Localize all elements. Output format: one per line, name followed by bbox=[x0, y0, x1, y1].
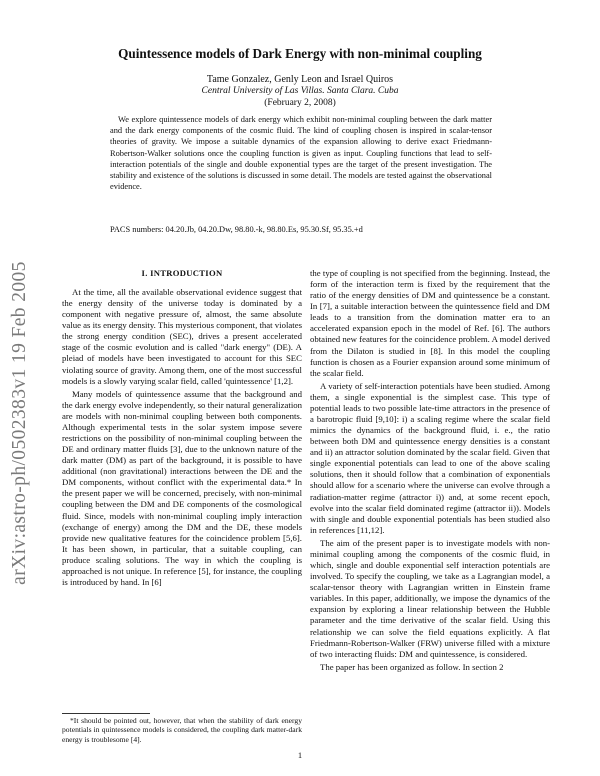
section-heading-introduction: I. INTRODUCTION bbox=[141, 268, 223, 278]
left-column bbox=[62, 287, 302, 590]
author-list: Tame Gonzalez, Genly Leon and Israel Quiros bbox=[206, 74, 394, 85]
paper-date: (February 2, 2008) bbox=[264, 98, 336, 108]
paragraph: The paper has been organized as follow. In section 2 bbox=[320, 661, 504, 672]
paragraph: A variety of self-interaction potentials have been studied. Among them, a single exponential is the simplest case. This type of potential leads to two possible late-time attractors in the presence of a barotropic fluid [9,10]: i) a scaling regime where the scalar field mimics the dynamics of the background fluid, i. e., the ratio between both DM and quintessence energy densities is a constant and ii) an attractor solution dominated by the scalar field. Given that single exponential potentials can lead to one of the above scaling solutions, then it should follow that a combination of exponentials should allow for a scenario where the universe can evolve through a radiation-matter regime (attractor i)) and, at some recent epoch, evolve into the scalar field dominated regime (attractor ii)). Models with single and double exponential potentials has been studied also in references [11,12]. bbox=[310, 380, 550, 535]
paper-title: Quintessence models of Dark Energy with non-minimal coupling bbox=[118, 46, 482, 61]
footnote: *It should be pointed out, however, that when the stability of dark energy potentials in quintessence models is considered, the coupling dark matter-dark energy is troublesome [4]. bbox=[62, 716, 302, 744]
footnote-rule bbox=[62, 713, 150, 714]
arxiv-stamp bbox=[2, 228, 38, 618]
arxiv-stamp-text: arXiv:astro-ph/0502383v1 19 Feb 2005 bbox=[9, 261, 31, 585]
paragraph: the type of coupling is not specified from the beginning. Instead, the form of the interaction term is fixed by the requirement that the ratio of the energy densities of DM and quintessence be a constant. In [7], a suitable interaction between the quintessence field and DM leads to a transition from the domination matter era to an accelerated expansion epoch in the model of Ref. [6]. The authors obtained new features for the coincidence problem. A model derived from the Dilaton is studied in [8]. In this model the coupling function is chosen as a Fourier expansion around some minimum of the scalar field. bbox=[310, 268, 550, 378]
right-column bbox=[310, 268, 550, 675]
paragraph: At the time, all the available observational evidence suggest that the energy density of the universe today is dominated by a component with negative pressure of, almost, the same absolute value as its energy density. This mysterious component, that violates the strong energy condition (SEC), drives a present accelerated stage of the cosmic evolution and is called "dark energy" (DE). A pleiad of models have been investigated to account for this SEC violating source of gravity. Among them, one of the most successful models is a slowly varying scalar field, called 'quintessence' [1,2]. bbox=[62, 287, 302, 386]
paragraph: Many models of quintessence assume that the background and the dark energy evolve independently, so their natural generalization are models with non-minimal coupling between both components. Although experimental tests in the solar system impose severe restrictions on the possibility of non-minimal coupling between the DE and ordinary matter fluids [3], due to the unknown nature of the dark matter (DM) as part of the background, it is possible to have additional (non gravitational) interactions between the DE and the DM components, without conflict with the experimental data.* In the present paper we will be concerned, precisely, with non-minimal coupling between the DM and DE components of the cosmological fluid. Since, models with non-minimal coupling imply interaction (exchange of energy) among the DM and the DE, these models provide new qualitative features for the coincidence problem [5,6]. It has been shown, in particular, that a suitable coupling, can produce scaling solutions. The way in which the coupling is approached is not unique. In reference [5], for instance, the coupling is introduced by hand. In [6] bbox=[62, 388, 302, 588]
abstract: We explore quintessence models of dark energy which exhibit non-minimal coupling between the dark matter and the dark energy components of the cosmic fluid. The kind of coupling chosen is inspired in scalar-tensor theories of gravity. We impose a suitable dynamics of the expansion allowing to derive exact Friedmann-Robertson-Walker solutions once the coupling function is given as input. Coupling functions that lead to self-interaction potentials of the single and double exponential types are the target of the present investigation. The stability and existence of the solutions is discussed in some detail. The models are tested against the observational evidence. bbox=[110, 115, 492, 192]
page-number: 1 bbox=[297, 750, 303, 760]
affiliation: Central University of Las Villas. Santa Clara. Cuba bbox=[201, 86, 399, 96]
paragraph: The aim of the present paper is to investigate models with non-minimal coupling among the components of the cosmic fluid, in which, single and double exponential self interaction potentials are involved. To specify the coupling, we take as a Lagrangian model, a scalar-tensor theory with Lagrangian written in Einstein frame variables. In this paper, additionally, we impose the dynamics of the expansion by exploring a linear relationship between the Hubble parameter and the time derivative of the scalar field. Using this relationship we can solve the field equations explicitly. A flat Friedmann-Robertson-Walker (FRW) universe filled with a mixture of two interacting fluids: DM and quintessence, is considered. bbox=[310, 537, 550, 659]
pacs-numbers: PACS numbers: 04.20.Jb, 04.20.Dw, 98.80.-k, 98.80.Es, 95.30.Sf, 95.35.+d bbox=[110, 225, 363, 234]
